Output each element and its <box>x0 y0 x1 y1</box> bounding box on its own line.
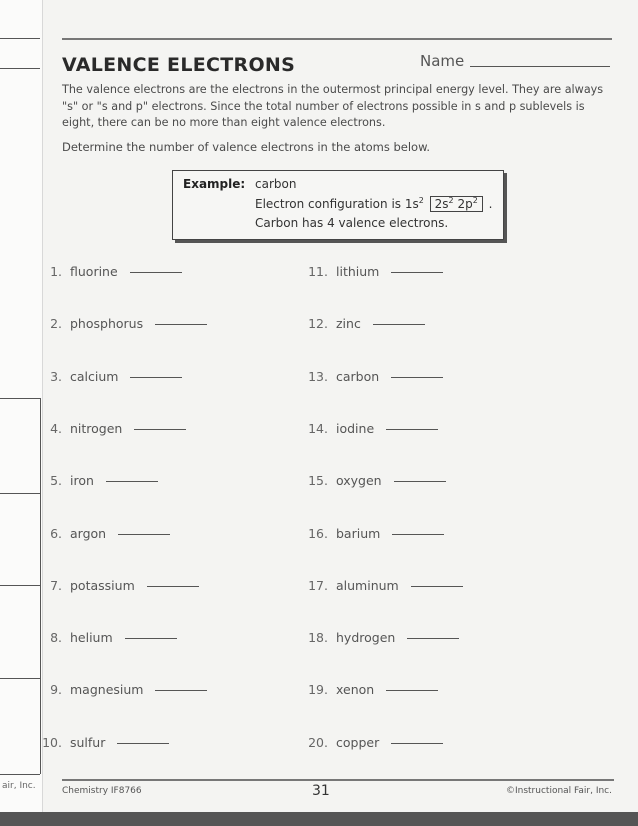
config-prefix-sup: 2 <box>418 196 424 205</box>
answer-blank[interactable] <box>394 481 446 482</box>
example-label: Example: <box>183 177 246 191</box>
footer-book: Chemistry IF8766 <box>62 786 142 796</box>
config-2s: 2s <box>434 197 449 211</box>
edge-rule <box>0 678 40 679</box>
question-number: 18. <box>308 630 328 646</box>
edge-rule <box>0 38 40 39</box>
question-item <box>40 473 158 488</box>
element-name: nitrogen <box>70 420 123 436</box>
example-box <box>172 170 504 240</box>
answer-blank[interactable] <box>130 272 182 273</box>
question-number: 4. <box>50 420 62 436</box>
answer-blank[interactable] <box>147 586 199 587</box>
element-name: barium <box>336 525 381 541</box>
element-name: oxygen <box>336 473 382 489</box>
question-number: 6. <box>50 525 62 541</box>
valence-shell-box <box>430 196 483 212</box>
question-number: 14. <box>308 420 328 436</box>
question-item <box>306 316 425 331</box>
question-item <box>306 264 443 279</box>
answer-blank[interactable] <box>106 481 158 482</box>
question-number: 1. <box>50 264 62 279</box>
adjacent-page-footer: air, Inc. <box>2 781 36 791</box>
answer-blank[interactable] <box>411 586 463 587</box>
answer-blank[interactable] <box>391 272 443 273</box>
element-name: fluorine <box>70 264 118 279</box>
name-field[interactable] <box>470 66 610 67</box>
answer-blank[interactable] <box>125 638 177 639</box>
question-number: 11. <box>308 264 328 279</box>
element-name: iron <box>70 473 94 489</box>
question-item <box>40 735 169 750</box>
intro-paragraph: The valence electrons are the electrons in the outermost principal energy level. They are always "s" or "s and p" electrons. Since the total number of electrons possible in s and p sublevels is eight, there can be no more than eight valence electrons. <box>62 83 604 129</box>
example-element: carbon <box>255 177 297 191</box>
element-name: xenon <box>336 682 375 698</box>
answer-blank[interactable] <box>130 377 182 378</box>
answer-blank[interactable] <box>155 690 207 691</box>
question-number: 20. <box>308 734 328 750</box>
element-name: sulfur <box>70 734 106 750</box>
question-item <box>306 473 446 488</box>
answer-blank[interactable] <box>391 743 443 744</box>
config-2p: 2p <box>457 197 473 211</box>
directions: Determine the number of valence electrons in the atoms below. <box>62 140 431 154</box>
element-name: lithium <box>336 264 380 279</box>
element-name: helium <box>70 630 113 646</box>
question-number: 2. <box>50 316 62 332</box>
answer-blank[interactable] <box>155 324 207 325</box>
config-2p-sup: 2 <box>472 196 478 205</box>
page-title: VALENCE ELECTRONS <box>62 54 296 76</box>
question-item <box>40 526 170 541</box>
question-item <box>306 421 438 436</box>
answer-blank[interactable] <box>391 377 443 378</box>
question-item <box>40 264 182 279</box>
question-number: 7. <box>50 577 62 593</box>
question-item <box>40 316 207 331</box>
question-item <box>40 421 186 436</box>
question-number: 16. <box>308 525 328 541</box>
footer-rule <box>62 779 614 781</box>
config-2s-sup: 2 <box>448 196 454 205</box>
question-number: 9. <box>50 682 62 698</box>
element-name: argon <box>70 525 107 541</box>
header-rule <box>62 38 612 40</box>
answer-blank[interactable] <box>407 638 459 639</box>
question-number: 15. <box>308 473 328 489</box>
element-name: carbon <box>336 368 380 384</box>
question-number: 3. <box>50 368 62 384</box>
question-number: 8. <box>50 630 62 646</box>
answer-blank[interactable] <box>117 743 169 744</box>
question-number: 13. <box>308 368 328 384</box>
question-item <box>40 369 182 384</box>
element-name: magnesium <box>70 682 144 698</box>
example-configuration <box>255 196 492 211</box>
question-number: 17. <box>308 577 328 593</box>
answer-blank[interactable] <box>392 534 444 535</box>
element-name: iodine <box>336 420 375 436</box>
example-result: Carbon has 4 valence electrons. <box>255 216 449 230</box>
edge-rule <box>0 774 40 775</box>
answer-blank[interactable] <box>386 690 438 691</box>
element-name: phosphorus <box>70 316 144 332</box>
question-number: 10. <box>42 734 62 750</box>
edge-rule <box>0 68 40 69</box>
element-name: hydrogen <box>336 630 396 646</box>
answer-blank[interactable] <box>373 324 425 325</box>
question-item <box>306 369 443 384</box>
question-number: 5. <box>50 473 62 489</box>
answer-blank[interactable] <box>134 429 186 430</box>
element-name: aluminum <box>336 577 399 593</box>
element-name: zinc <box>336 316 361 332</box>
element-name: calcium <box>70 368 119 384</box>
answer-blank[interactable] <box>118 534 170 535</box>
element-name: potassium <box>70 577 135 593</box>
answer-blank[interactable] <box>386 429 438 430</box>
question-item <box>306 630 459 645</box>
question-item <box>306 735 443 750</box>
config-prefix: Electron configuration is 1s <box>255 197 419 211</box>
edge-rule <box>0 493 40 494</box>
edge-rule <box>0 398 40 399</box>
name-label: Name <box>420 52 465 70</box>
edge-rule <box>0 585 40 586</box>
question-item <box>306 578 463 593</box>
question-item <box>40 682 207 697</box>
question-item <box>40 578 199 593</box>
question-item <box>306 682 438 697</box>
question-number: 19. <box>308 682 328 698</box>
footer-copyright: ©Instructional Fair, Inc. <box>505 786 612 796</box>
question-number: 12. <box>308 316 328 332</box>
element-name: copper <box>336 734 380 750</box>
page-number: 31 <box>312 783 330 799</box>
scan-edge-bar <box>0 812 638 826</box>
question-item <box>40 630 177 645</box>
adjacent-page-edge <box>0 0 43 826</box>
question-item <box>306 526 444 541</box>
config-suffix: . <box>488 197 493 211</box>
